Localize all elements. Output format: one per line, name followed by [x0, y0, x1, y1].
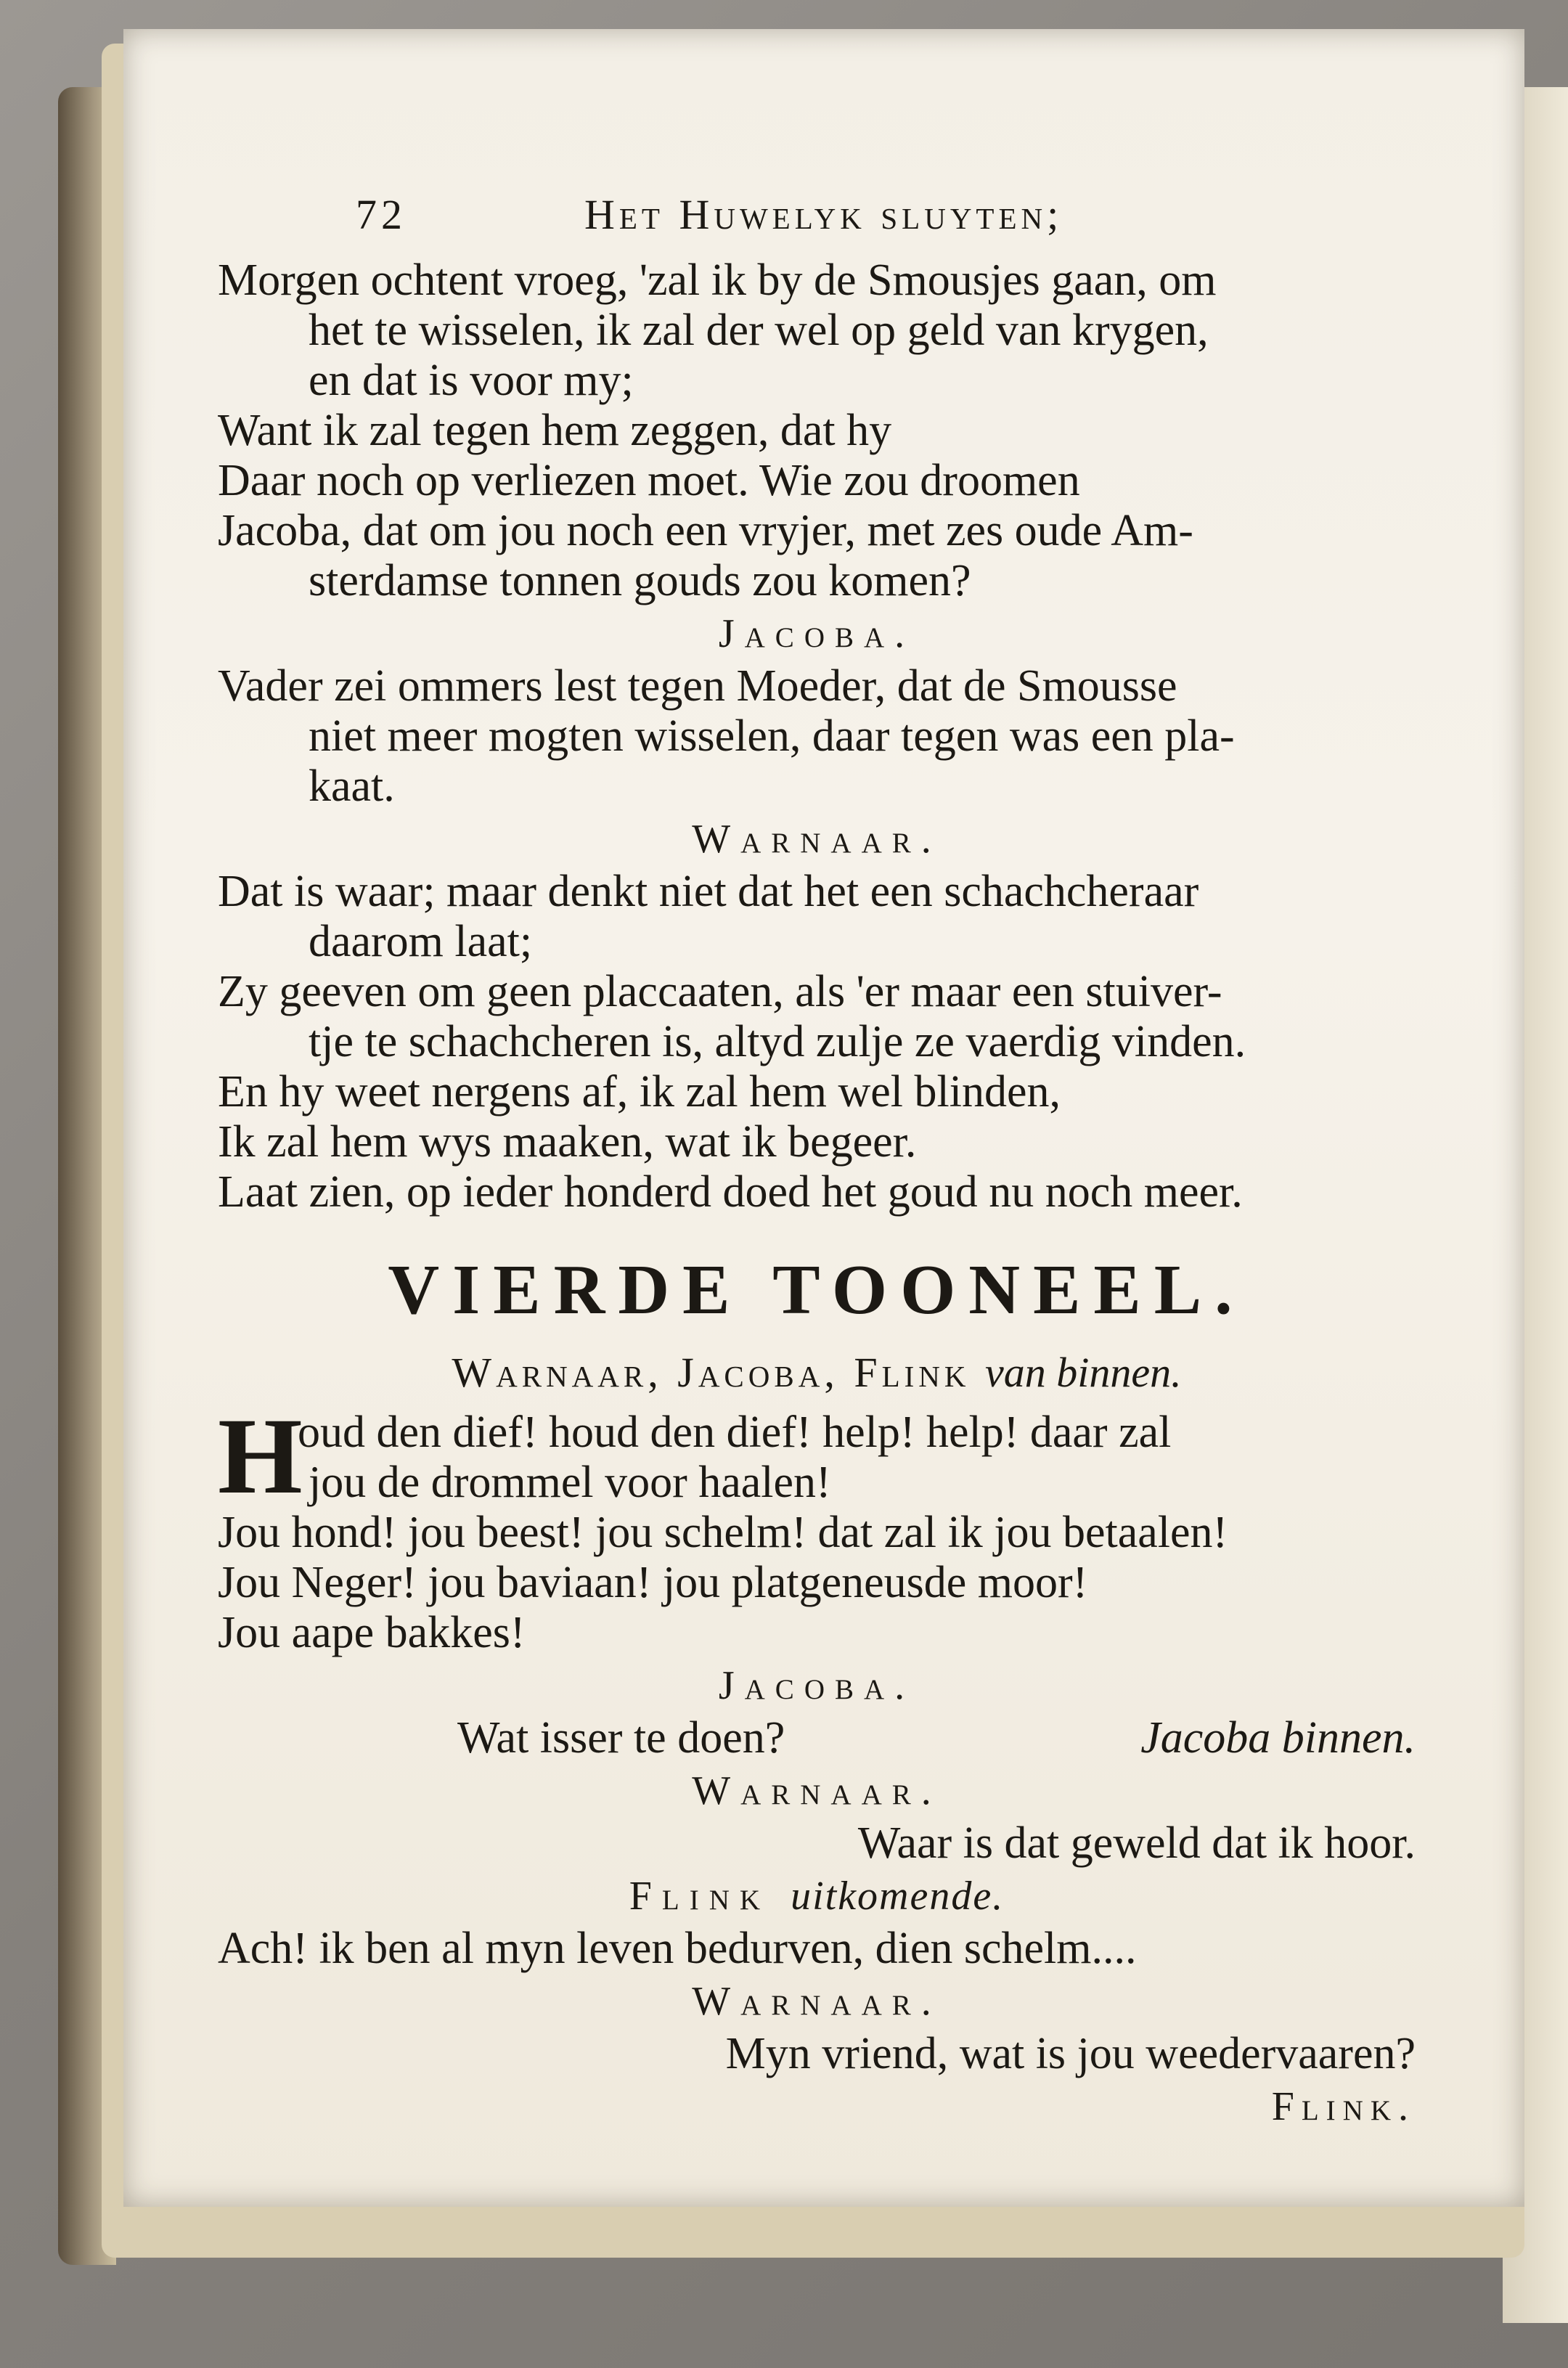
- speaker-flink-note: uitkomende.: [791, 1874, 1005, 1919]
- verse-line: het te wisselen, ik zal der wel op geld van krygen,: [309, 306, 1209, 355]
- verse-line: Jacoba, dat om jou noch een vryjer, met zes oude Am-: [218, 506, 1193, 555]
- verse-line-text: oud den dief! houd den dief! help! help! daar zal: [298, 1408, 1172, 1457]
- stage-direction: Jacoba binnen.: [1140, 1713, 1416, 1763]
- verse-block-1: [218, 256, 1416, 606]
- verse-line: Dat is waar; maar denkt niet dat het een schachcheraar: [218, 867, 1199, 916]
- page-text: [218, 190, 1416, 2134]
- dialogue-line-warnaar: Waar is dat geweld dat ik hoor.: [857, 1818, 1416, 1868]
- catchword: Flink.: [1271, 2084, 1416, 2129]
- speaker-flink: [218, 1869, 1416, 1924]
- page-number: 72: [356, 191, 407, 238]
- verse-block-3: [218, 867, 1416, 1217]
- speaker-flink-name: Flink: [629, 1874, 771, 1919]
- verse-line: en dat is voor my;: [309, 356, 634, 405]
- verse-block-4: [218, 1458, 1416, 1658]
- verse-line: kaat.: [309, 762, 395, 811]
- running-title: Het Huwelyk sluyten;: [584, 191, 1063, 238]
- verse-line: Laat zien, op ieder honderd doed het goud nu noch meer.: [218, 1167, 1243, 1217]
- cast-names: Warnaar, Jacoba, Flink: [452, 1349, 971, 1396]
- dialogue-line-jacoba: [218, 1713, 1416, 1763]
- verse-block-2: [218, 661, 1416, 812]
- dialogue-text: Wat isser te doen?: [457, 1713, 785, 1763]
- verse-line: sterdamse tonnen gouds zou komen?: [309, 556, 971, 605]
- speaker-jacoba: Jacoba.: [718, 611, 915, 656]
- verse-line: Jou Neger! jou baviaan! jou platgeneusde moor!: [218, 1558, 1088, 1607]
- verse-line: Daar noch op verliezen moet. Wie zou droomen: [218, 456, 1080, 505]
- cast-note: van binnen.: [985, 1349, 1182, 1396]
- verse-line: Ik zal hem wys maaken, wat ik begeer.: [218, 1117, 917, 1167]
- dialogue-line-warnaar-2: Myn vriend, wat is jou weedervaaren?: [725, 2029, 1416, 2078]
- speaker-warnaar-2: Warnaar.: [692, 1768, 942, 1813]
- verse-line: Want ik zal tegen hem zeggen, dat hy: [218, 406, 892, 455]
- dialogue-line-flink: Ach! ik ben al myn leven bedurven, dien schelm....: [218, 1924, 1137, 1973]
- verse-line: En hy weet nergens af, ik zal hem wel blinden,: [218, 1067, 1061, 1116]
- verse-line: tje te schachcheren is, altyd zulje ze vaerdig vinden.: [309, 1017, 1246, 1066]
- speaker-jacoba-2: Jacoba.: [718, 1663, 915, 1708]
- verse-line: niet meer mogten wisselen, daar tegen was een pla-: [309, 711, 1235, 761]
- speaker-warnaar-3: Warnaar.: [692, 1979, 942, 2024]
- verse-line: Jou aape bakkes!: [218, 1608, 526, 1657]
- verse-line: daarom laat;: [309, 917, 533, 966]
- drop-cap: H: [218, 1396, 303, 1516]
- running-header: [218, 190, 1416, 256]
- speaker-warnaar: Warnaar.: [692, 817, 942, 862]
- cast-list: [218, 1344, 1416, 1402]
- verse-line: Zy geeven om geen placcaaten, als 'er maar een stuiver-: [218, 967, 1222, 1016]
- verse-line: Morgen ochtent vroeg, 'zal ik by de Smousjes gaan, om: [218, 256, 1217, 305]
- verse-line: jou de drommel voor haalen!: [309, 1458, 831, 1507]
- verse-line: Vader zei ommers lest tegen Moeder, dat de Smousse: [218, 661, 1177, 711]
- verse-line: Jou hond! jou beest! jou schelm! dat zal ik jou betaalen!: [218, 1508, 1228, 1557]
- scene-title: VIERDE TOONEEL.: [388, 1251, 1246, 1329]
